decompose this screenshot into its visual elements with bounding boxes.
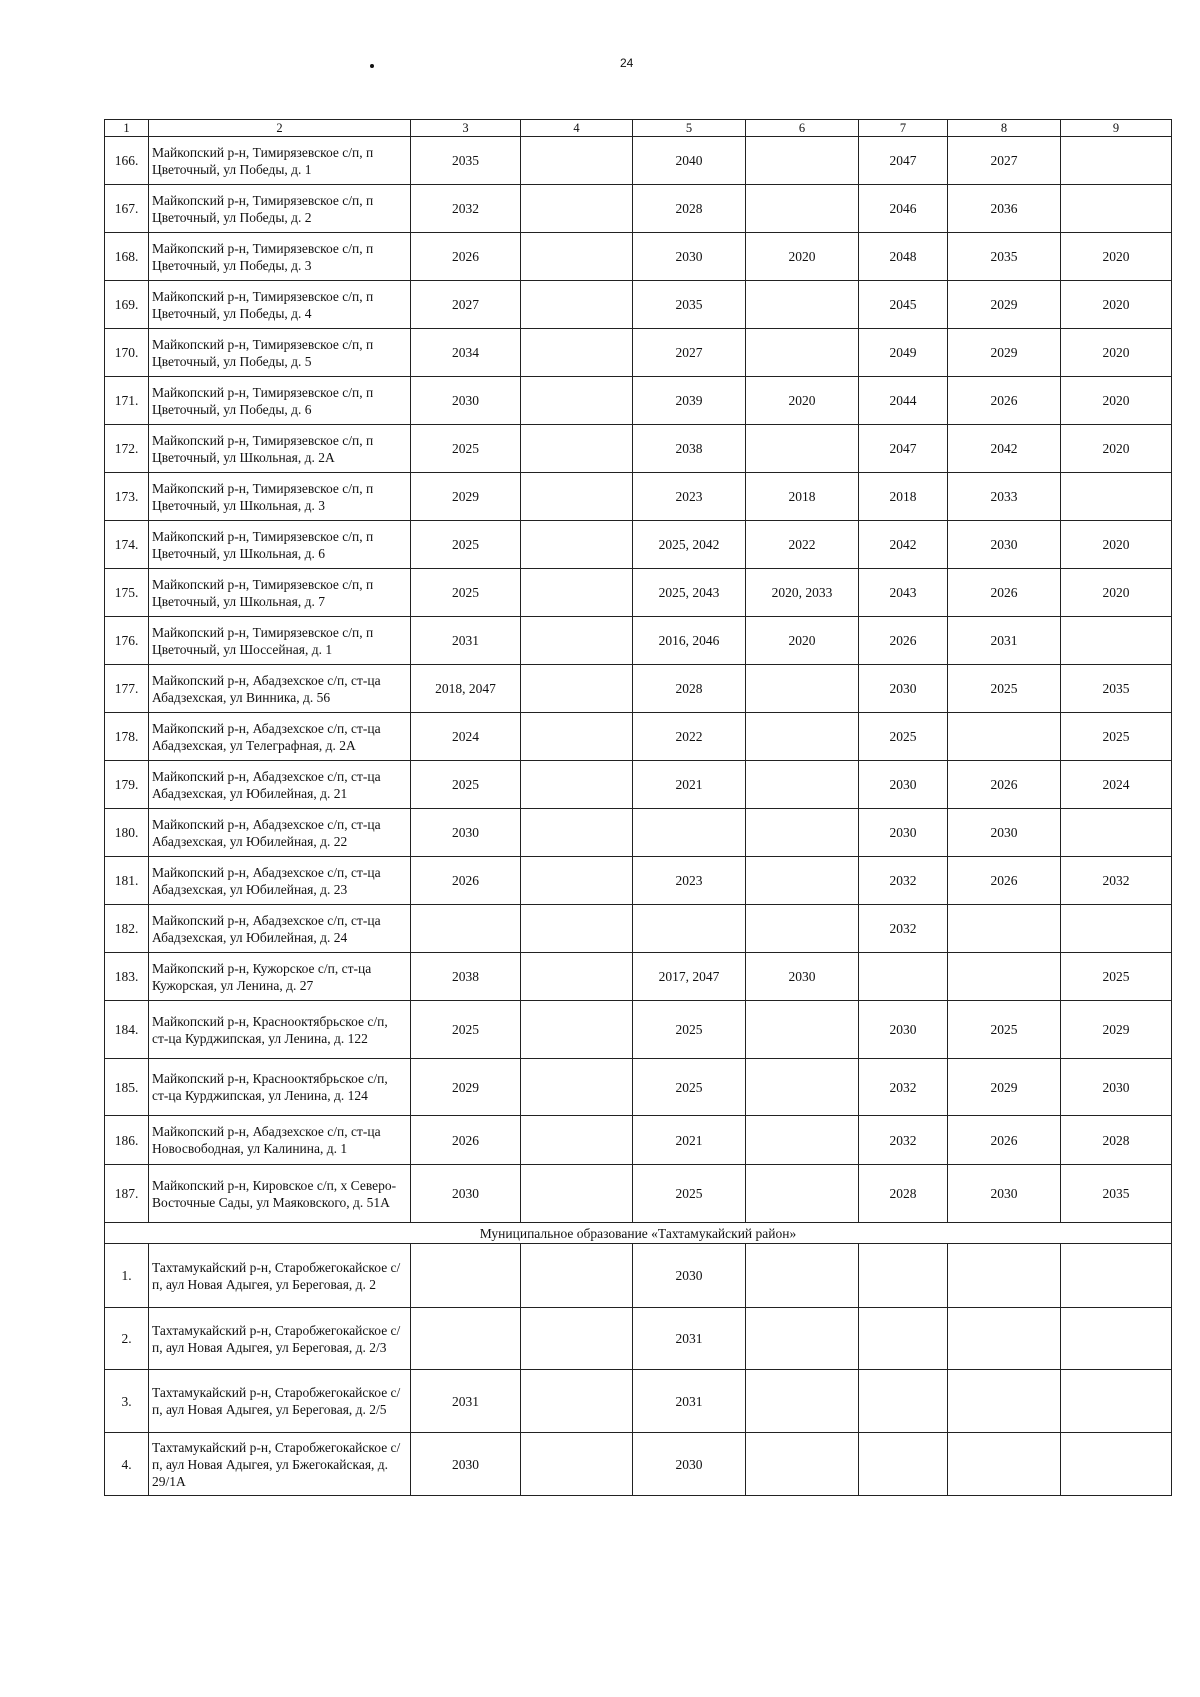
table-row xyxy=(105,665,1172,713)
row-number-cell: 181. xyxy=(105,857,149,905)
value-cell-c5: 2023 xyxy=(633,857,746,905)
value-cell-c7: 2045 xyxy=(859,281,948,329)
row-number-cell: 187. xyxy=(105,1165,149,1223)
value-cell-c7: 2025 xyxy=(859,713,948,761)
value-cell-c9: 2035 xyxy=(1061,1165,1172,1223)
value-cell-c7: 2049 xyxy=(859,329,948,377)
value-cell-c3: 2027 xyxy=(411,281,521,329)
value-cell-c4 xyxy=(521,1165,633,1223)
value-cell-c3: 2031 xyxy=(411,1370,521,1433)
table-row xyxy=(105,233,1172,281)
table-row xyxy=(105,905,1172,953)
value-cell-c4 xyxy=(521,905,633,953)
col-header-7: 7 xyxy=(859,120,948,137)
value-cell-c7: 2047 xyxy=(859,425,948,473)
row-number-cell: 179. xyxy=(105,761,149,809)
value-cell-c5: 2039 xyxy=(633,377,746,425)
value-cell-c4 xyxy=(521,809,633,857)
value-cell-c8: 2030 xyxy=(948,809,1061,857)
row-number-cell: 172. xyxy=(105,425,149,473)
value-cell-c7: 2026 xyxy=(859,617,948,665)
value-cell-c6: 2020 xyxy=(746,617,859,665)
table-row xyxy=(105,1244,1172,1308)
value-cell-c3: 2030 xyxy=(411,1165,521,1223)
value-cell-c5: 2025 xyxy=(633,1059,746,1116)
row-number-cell: 174. xyxy=(105,521,149,569)
table-row xyxy=(105,1433,1172,1496)
address-cell: Майкопский р-н, Абадзехское с/п, ст-ца Новосвободная, ул Калинина, д. 1 xyxy=(149,1116,411,1165)
row-number-cell: 2. xyxy=(105,1308,149,1370)
value-cell-c5: 2031 xyxy=(633,1308,746,1370)
value-cell-c5: 2030 xyxy=(633,1433,746,1496)
value-cell-c4 xyxy=(521,137,633,185)
value-cell-c9 xyxy=(1061,809,1172,857)
section-divider xyxy=(105,1223,1172,1244)
value-cell-c3: 2035 xyxy=(411,137,521,185)
value-cell-c8: 2027 xyxy=(948,137,1061,185)
value-cell-c7: 2044 xyxy=(859,377,948,425)
value-cell-c4 xyxy=(521,1116,633,1165)
value-cell-c6 xyxy=(746,1165,859,1223)
table-row xyxy=(105,1308,1172,1370)
value-cell-c7: 2028 xyxy=(859,1165,948,1223)
value-cell-c9: 2025 xyxy=(1061,713,1172,761)
table-row xyxy=(105,953,1172,1001)
value-cell-c3: 2030 xyxy=(411,1433,521,1496)
value-cell-c7: 2030 xyxy=(859,665,948,713)
register-table xyxy=(104,119,1172,1496)
value-cell-c4 xyxy=(521,857,633,905)
value-cell-c4 xyxy=(521,329,633,377)
value-cell-c7 xyxy=(859,1433,948,1496)
table-row xyxy=(105,521,1172,569)
address-cell: Майкопский р-н, Краснооктябрьское с/п, ст-ца Курджипская, ул Ленина, д. 122 xyxy=(149,1001,411,1059)
value-cell-c3: 2026 xyxy=(411,1116,521,1165)
table-row xyxy=(105,281,1172,329)
value-cell-c3 xyxy=(411,905,521,953)
value-cell-c3: 2026 xyxy=(411,857,521,905)
table-row xyxy=(105,377,1172,425)
value-cell-c5: 2031 xyxy=(633,1370,746,1433)
value-cell-c4 xyxy=(521,233,633,281)
address-cell: Тахтамукайский р-н, Старобжегокайское с/п, аул Новая Адыгея, ул Береговая, д. 2/5 xyxy=(149,1370,411,1433)
value-cell-c7 xyxy=(859,1308,948,1370)
value-cell-c8 xyxy=(948,1244,1061,1308)
value-cell-c5: 2021 xyxy=(633,1116,746,1165)
value-cell-c7: 2030 xyxy=(859,761,948,809)
row-number-cell: 1. xyxy=(105,1244,149,1308)
row-number-cell: 176. xyxy=(105,617,149,665)
value-cell-c3: 2018, 2047 xyxy=(411,665,521,713)
value-cell-c4 xyxy=(521,1370,633,1433)
value-cell-c5: 2027 xyxy=(633,329,746,377)
row-number-cell: 186. xyxy=(105,1116,149,1165)
value-cell-c6: 2020, 2033 xyxy=(746,569,859,617)
value-cell-c8: 2026 xyxy=(948,857,1061,905)
value-cell-c6 xyxy=(746,809,859,857)
value-cell-c7 xyxy=(859,1244,948,1308)
value-cell-c8: 2035 xyxy=(948,233,1061,281)
value-cell-c8: 2042 xyxy=(948,425,1061,473)
address-cell: Майкопский р-н, Кужорское с/п, ст-ца Кужорская, ул Ленина, д. 27 xyxy=(149,953,411,1001)
value-cell-c9 xyxy=(1061,1433,1172,1496)
value-cell-c6 xyxy=(746,713,859,761)
address-cell: Тахтамукайский р-н, Старобжегокайское с/п, аул Новая Адыгея, ул Бжегокайская, д. 29/1А xyxy=(149,1433,411,1496)
address-cell: Тахтамукайский р-н, Старобжегокайское с/п, аул Новая Адыгея, ул Береговая, д. 2/3 xyxy=(149,1308,411,1370)
col-header-4: 4 xyxy=(521,120,633,137)
row-number-cell: 183. xyxy=(105,953,149,1001)
value-cell-c3: 2030 xyxy=(411,377,521,425)
col-header-2: 2 xyxy=(149,120,411,137)
value-cell-c9: 2020 xyxy=(1061,569,1172,617)
value-cell-c5: 2040 xyxy=(633,137,746,185)
value-cell-c6 xyxy=(746,1244,859,1308)
address-cell: Майкопский р-н, Краснооктябрьское с/п, ст-ца Курджипская, ул Ленина, д. 124 xyxy=(149,1059,411,1116)
table-row xyxy=(105,617,1172,665)
table-row xyxy=(105,569,1172,617)
value-cell-c7: 2032 xyxy=(859,905,948,953)
value-cell-c9: 2029 xyxy=(1061,1001,1172,1059)
value-cell-c5: 2021 xyxy=(633,761,746,809)
value-cell-c6 xyxy=(746,857,859,905)
value-cell-c7 xyxy=(859,953,948,1001)
value-cell-c5: 2025 xyxy=(633,1001,746,1059)
value-cell-c3: 2025 xyxy=(411,521,521,569)
value-cell-c5: 2030 xyxy=(633,1244,746,1308)
value-cell-c3: 2032 xyxy=(411,185,521,233)
value-cell-c8: 2025 xyxy=(948,665,1061,713)
value-cell-c8: 2029 xyxy=(948,329,1061,377)
value-cell-c4 xyxy=(521,1308,633,1370)
row-number-cell: 166. xyxy=(105,137,149,185)
col-header-8: 8 xyxy=(948,120,1061,137)
address-cell: Майкопский р-н, Тимирязевское с/п, п Цветочный, ул Победы, д. 1 xyxy=(149,137,411,185)
value-cell-c9: 2020 xyxy=(1061,377,1172,425)
row-number-cell: 170. xyxy=(105,329,149,377)
row-number-cell: 173. xyxy=(105,473,149,521)
value-cell-c3: 2029 xyxy=(411,1059,521,1116)
col-header-1: 1 xyxy=(105,120,149,137)
row-number-cell: 168. xyxy=(105,233,149,281)
address-cell: Майкопский р-н, Абадзехское с/п, ст-ца Абадзехская, ул Юбилейная, д. 23 xyxy=(149,857,411,905)
value-cell-c9: 2020 xyxy=(1061,425,1172,473)
row-number-cell: 185. xyxy=(105,1059,149,1116)
value-cell-c4 xyxy=(521,617,633,665)
value-cell-c4 xyxy=(521,569,633,617)
value-cell-c4 xyxy=(521,1244,633,1308)
value-cell-c6 xyxy=(746,1433,859,1496)
value-cell-c6 xyxy=(746,281,859,329)
value-cell-c5: 2035 xyxy=(633,281,746,329)
address-cell: Майкопский р-н, Тимирязевское с/п, п Цветочный, ул Школьная, д. 3 xyxy=(149,473,411,521)
value-cell-c5 xyxy=(633,905,746,953)
value-cell-c3: 2031 xyxy=(411,617,521,665)
address-cell: Майкопский р-н, Абадзехское с/п, ст-ца Абадзехская, ул Юбилейная, д. 24 xyxy=(149,905,411,953)
section-row xyxy=(105,1223,1172,1244)
value-cell-c9: 2025 xyxy=(1061,953,1172,1001)
address-cell: Майкопский р-н, Тимирязевское с/п, п Цветочный, ул Победы, д. 4 xyxy=(149,281,411,329)
value-cell-c6 xyxy=(746,761,859,809)
value-cell-c7: 2030 xyxy=(859,809,948,857)
address-cell: Майкопский р-н, Тимирязевское с/п, п Цветочный, ул Победы, д. 2 xyxy=(149,185,411,233)
value-cell-c6 xyxy=(746,665,859,713)
value-cell-c5: 2022 xyxy=(633,713,746,761)
table-row xyxy=(105,761,1172,809)
value-cell-c6: 2018 xyxy=(746,473,859,521)
value-cell-c9: 2028 xyxy=(1061,1116,1172,1165)
table-row xyxy=(105,1001,1172,1059)
value-cell-c7: 2032 xyxy=(859,857,948,905)
value-cell-c7: 2048 xyxy=(859,233,948,281)
value-cell-c8 xyxy=(948,1370,1061,1433)
value-cell-c7: 2042 xyxy=(859,521,948,569)
value-cell-c4 xyxy=(521,521,633,569)
value-cell-c8: 2030 xyxy=(948,1165,1061,1223)
value-cell-c5 xyxy=(633,809,746,857)
value-cell-c9: 2020 xyxy=(1061,281,1172,329)
value-cell-c8: 2029 xyxy=(948,1059,1061,1116)
row-number-cell: 3. xyxy=(105,1370,149,1433)
section-title: Муниципальное образование «Тахтамукайский район» xyxy=(105,1223,1172,1244)
value-cell-c9: 2024 xyxy=(1061,761,1172,809)
value-cell-c7: 2018 xyxy=(859,473,948,521)
value-cell-c6 xyxy=(746,1059,859,1116)
value-cell-c5: 2016, 2046 xyxy=(633,617,746,665)
address-cell: Майкопский р-н, Тимирязевское с/п, п Цветочный, ул Победы, д. 6 xyxy=(149,377,411,425)
row-number-cell: 171. xyxy=(105,377,149,425)
value-cell-c9 xyxy=(1061,473,1172,521)
row-number-cell: 184. xyxy=(105,1001,149,1059)
table-row xyxy=(105,857,1172,905)
stray-dot xyxy=(370,64,374,68)
value-cell-c8 xyxy=(948,953,1061,1001)
value-cell-c8 xyxy=(948,1308,1061,1370)
value-cell-c6 xyxy=(746,425,859,473)
row-number-cell: 169. xyxy=(105,281,149,329)
value-cell-c9 xyxy=(1061,1308,1172,1370)
value-cell-c4 xyxy=(521,281,633,329)
value-cell-c4 xyxy=(521,185,633,233)
value-cell-c6: 2020 xyxy=(746,233,859,281)
value-cell-c8: 2033 xyxy=(948,473,1061,521)
value-cell-c4 xyxy=(521,1001,633,1059)
value-cell-c6 xyxy=(746,1308,859,1370)
table-row xyxy=(105,1370,1172,1433)
value-cell-c6: 2030 xyxy=(746,953,859,1001)
value-cell-c6 xyxy=(746,1370,859,1433)
value-cell-c6 xyxy=(746,1001,859,1059)
value-cell-c4 xyxy=(521,1059,633,1116)
value-cell-c6: 2022 xyxy=(746,521,859,569)
value-cell-c5: 2017, 2047 xyxy=(633,953,746,1001)
table-row xyxy=(105,329,1172,377)
value-cell-c7: 2032 xyxy=(859,1116,948,1165)
value-cell-c4 xyxy=(521,425,633,473)
value-cell-c3: 2026 xyxy=(411,233,521,281)
value-cell-c3: 2034 xyxy=(411,329,521,377)
col-header-9: 9 xyxy=(1061,120,1172,137)
col-header-3: 3 xyxy=(411,120,521,137)
value-cell-c5: 2025, 2042 xyxy=(633,521,746,569)
row-number-cell: 178. xyxy=(105,713,149,761)
value-cell-c6 xyxy=(746,1116,859,1165)
address-cell: Майкопский р-н, Тимирязевское с/п, п Цветочный, ул Школьная, д. 6 xyxy=(149,521,411,569)
address-cell: Майкопский р-н, Кировское с/п, х Северо-Восточные Сады, ул Маяковского, д. 51А xyxy=(149,1165,411,1223)
value-cell-c9 xyxy=(1061,1244,1172,1308)
value-cell-c9: 2035 xyxy=(1061,665,1172,713)
value-cell-c9: 2020 xyxy=(1061,521,1172,569)
value-cell-c4 xyxy=(521,1433,633,1496)
value-cell-c9 xyxy=(1061,617,1172,665)
value-cell-c8: 2029 xyxy=(948,281,1061,329)
value-cell-c5: 2028 xyxy=(633,185,746,233)
value-cell-c8: 2025 xyxy=(948,1001,1061,1059)
value-cell-c4 xyxy=(521,713,633,761)
column-number-row xyxy=(105,120,1172,137)
address-cell: Майкопский р-н, Тимирязевское с/п, п Цветочный, ул Победы, д. 5 xyxy=(149,329,411,377)
value-cell-c8 xyxy=(948,713,1061,761)
table-row xyxy=(105,713,1172,761)
value-cell-c3: 2038 xyxy=(411,953,521,1001)
value-cell-c3: 2029 xyxy=(411,473,521,521)
value-cell-c3: 2025 xyxy=(411,1001,521,1059)
table-row xyxy=(105,473,1172,521)
value-cell-c7 xyxy=(859,1370,948,1433)
value-cell-c4 xyxy=(521,377,633,425)
address-cell: Майкопский р-н, Тимирязевское с/п, п Цветочный, ул Школьная, д. 2А xyxy=(149,425,411,473)
value-cell-c4 xyxy=(521,665,633,713)
value-cell-c9: 2020 xyxy=(1061,233,1172,281)
value-cell-c8: 2026 xyxy=(948,377,1061,425)
value-cell-c5: 2025 xyxy=(633,1165,746,1223)
row-number-cell: 167. xyxy=(105,185,149,233)
table-row xyxy=(105,425,1172,473)
address-cell: Майкопский р-н, Абадзехское с/п, ст-ца Абадзехская, ул Телеграфная, д. 2А xyxy=(149,713,411,761)
value-cell-c7: 2032 xyxy=(859,1059,948,1116)
table-row xyxy=(105,809,1172,857)
value-cell-c4 xyxy=(521,473,633,521)
address-cell: Тахтамукайский р-н, Старобжегокайское с/п, аул Новая Адыгея, ул Береговая, д. 2 xyxy=(149,1244,411,1308)
value-cell-c6 xyxy=(746,329,859,377)
value-cell-c5: 2025, 2043 xyxy=(633,569,746,617)
row-number-cell: 182. xyxy=(105,905,149,953)
value-cell-c5: 2028 xyxy=(633,665,746,713)
value-cell-c8: 2036 xyxy=(948,185,1061,233)
value-cell-c3: 2024 xyxy=(411,713,521,761)
value-cell-c3: 2030 xyxy=(411,809,521,857)
value-cell-c7: 2047 xyxy=(859,137,948,185)
address-cell: Майкопский р-н, Тимирязевское с/п, п Цветочный, ул Шоссейная, д. 1 xyxy=(149,617,411,665)
value-cell-c5: 2038 xyxy=(633,425,746,473)
table-row xyxy=(105,137,1172,185)
value-cell-c5: 2030 xyxy=(633,233,746,281)
address-cell: Майкопский р-н, Абадзехское с/п, ст-ца Абадзехская, ул Юбилейная, д. 21 xyxy=(149,761,411,809)
value-cell-c7: 2046 xyxy=(859,185,948,233)
table-row xyxy=(105,1116,1172,1165)
row-number-cell: 4. xyxy=(105,1433,149,1496)
value-cell-c8: 2031 xyxy=(948,617,1061,665)
value-cell-c8: 2026 xyxy=(948,569,1061,617)
value-cell-c3 xyxy=(411,1308,521,1370)
address-cell: Майкопский р-н, Абадзехское с/п, ст-ца Абадзехская, ул Винника, д. 56 xyxy=(149,665,411,713)
row-number-cell: 177. xyxy=(105,665,149,713)
value-cell-c9 xyxy=(1061,185,1172,233)
value-cell-c3: 2025 xyxy=(411,425,521,473)
value-cell-c4 xyxy=(521,761,633,809)
table-row xyxy=(105,185,1172,233)
value-cell-c9 xyxy=(1061,137,1172,185)
col-header-5: 5 xyxy=(633,120,746,137)
table-row xyxy=(105,1165,1172,1223)
value-cell-c3 xyxy=(411,1244,521,1308)
value-cell-c3: 2025 xyxy=(411,761,521,809)
value-cell-c8 xyxy=(948,905,1061,953)
value-cell-c9 xyxy=(1061,905,1172,953)
address-cell: Майкопский р-н, Тимирязевское с/п, п Цветочный, ул Школьная, д. 7 xyxy=(149,569,411,617)
value-cell-c4 xyxy=(521,953,633,1001)
value-cell-c8 xyxy=(948,1433,1061,1496)
address-cell: Майкопский р-н, Абадзехское с/п, ст-ца Абадзехская, ул Юбилейная, д. 22 xyxy=(149,809,411,857)
value-cell-c5: 2023 xyxy=(633,473,746,521)
table-row xyxy=(105,1059,1172,1116)
value-cell-c6: 2020 xyxy=(746,377,859,425)
value-cell-c9: 2030 xyxy=(1061,1059,1172,1116)
page-number: 24 xyxy=(620,56,634,70)
value-cell-c3: 2025 xyxy=(411,569,521,617)
table-body-maikop xyxy=(105,137,1172,1223)
value-cell-c6 xyxy=(746,185,859,233)
col-header-6: 6 xyxy=(746,120,859,137)
value-cell-c7: 2043 xyxy=(859,569,948,617)
value-cell-c6 xyxy=(746,137,859,185)
table-body-takhtamukay xyxy=(105,1244,1172,1496)
value-cell-c6 xyxy=(746,905,859,953)
row-number-cell: 175. xyxy=(105,569,149,617)
value-cell-c9: 2020 xyxy=(1061,329,1172,377)
value-cell-c8: 2026 xyxy=(948,761,1061,809)
value-cell-c9: 2032 xyxy=(1061,857,1172,905)
value-cell-c8: 2026 xyxy=(948,1116,1061,1165)
row-number-cell: 180. xyxy=(105,809,149,857)
value-cell-c8: 2030 xyxy=(948,521,1061,569)
address-cell: Майкопский р-н, Тимирязевское с/п, п Цветочный, ул Победы, д. 3 xyxy=(149,233,411,281)
value-cell-c7: 2030 xyxy=(859,1001,948,1059)
value-cell-c9 xyxy=(1061,1370,1172,1433)
